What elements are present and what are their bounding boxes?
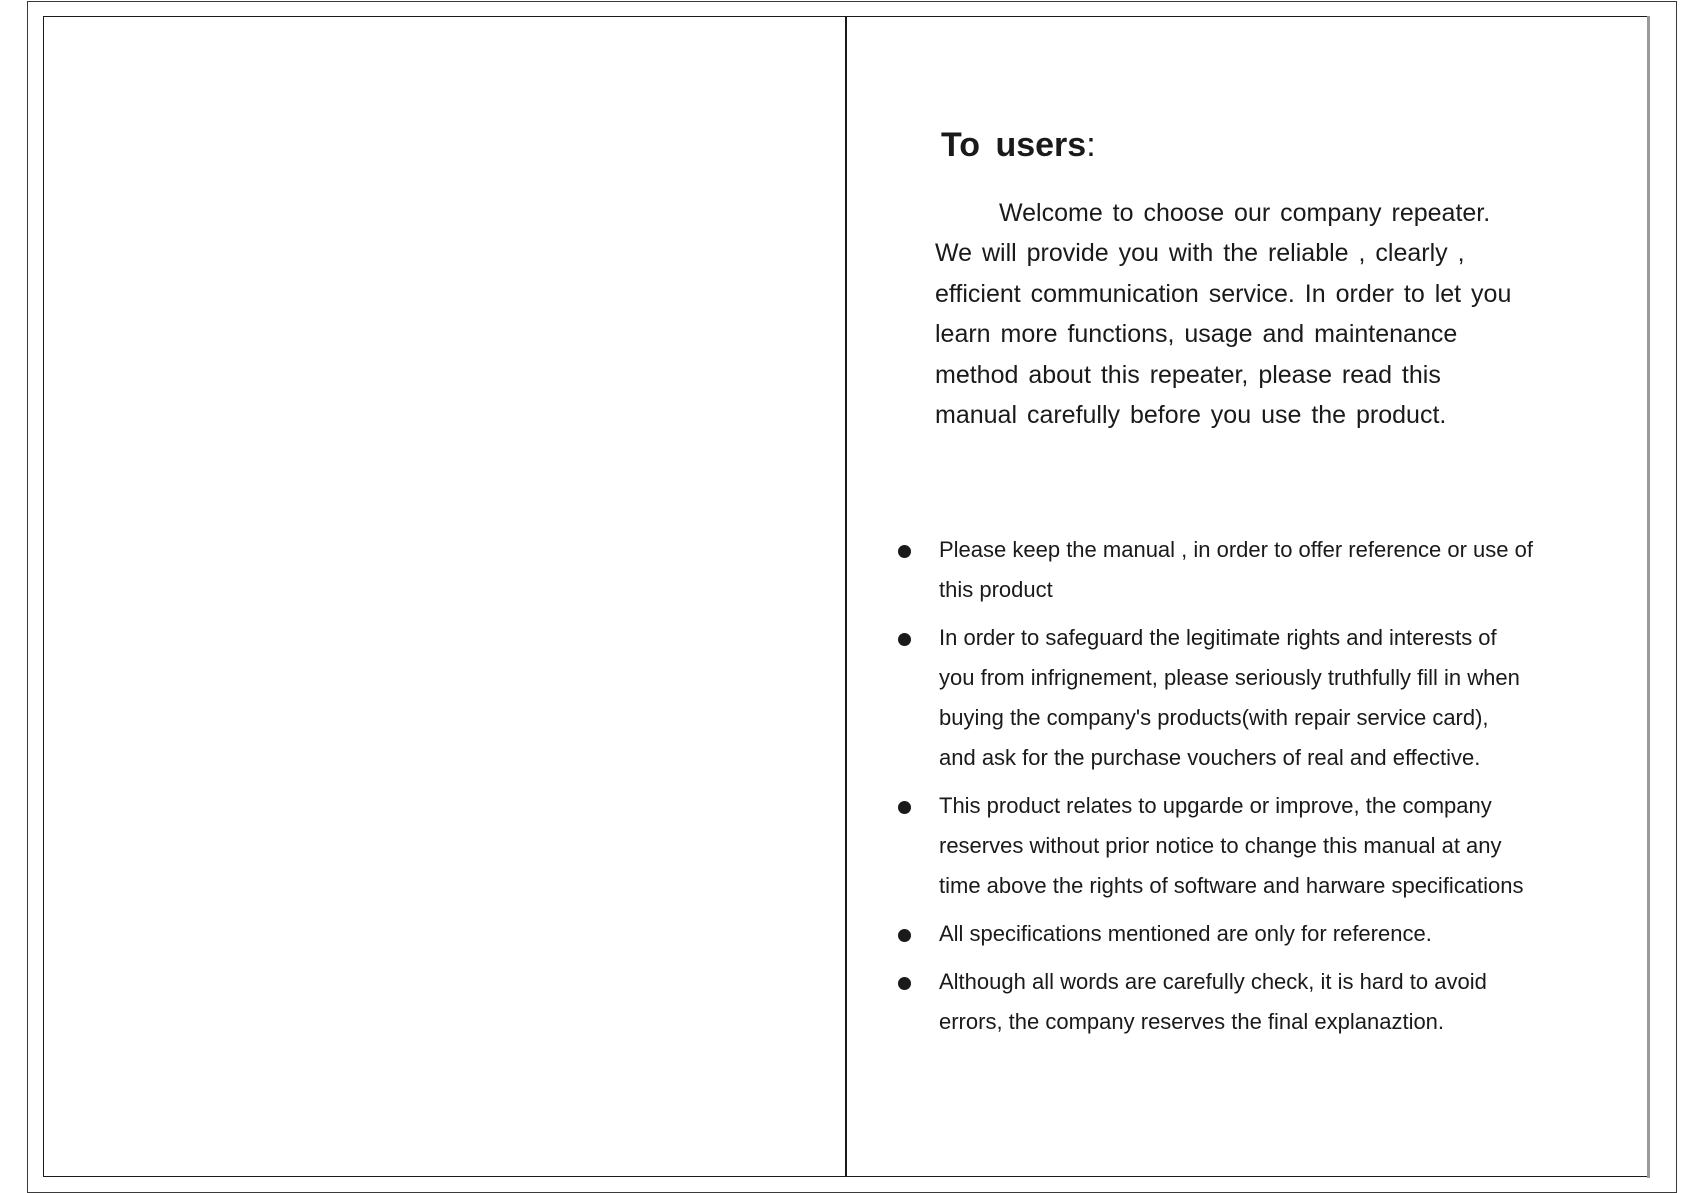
page-title xyxy=(941,125,1096,165)
notice-line: reserves without prior notice to change this manual at any xyxy=(939,833,1502,858)
notice-item-keep-manual xyxy=(897,530,1637,610)
notice-item-specifications xyxy=(897,914,1637,954)
right-edge-shadow xyxy=(1647,16,1650,1178)
bullet-icon xyxy=(898,801,911,814)
bullet-icon xyxy=(898,633,911,646)
notice-line: In order to safeguard the legitimate rights and interests of xyxy=(939,625,1497,650)
intro-paragraph xyxy=(935,193,1635,435)
notice-line: this product xyxy=(939,577,1053,602)
notice-item-upgrade xyxy=(897,786,1637,906)
bullet-icon xyxy=(898,977,911,990)
notice-line: time above the rights of software and harware specifications xyxy=(939,873,1524,898)
notice-line: buying the company's products(with repair service card), xyxy=(939,705,1489,730)
page-title-colon: : xyxy=(1086,126,1096,164)
intro-line: efficient communication service. In order to let you xyxy=(935,279,1512,308)
notice-line: This product relates to upgarde or improve, the company xyxy=(939,793,1492,818)
intro-line: Welcome to choose our company repeater. xyxy=(999,199,1491,227)
intro-line: We will provide you with the reliable , clearly , xyxy=(935,239,1465,268)
notice-list xyxy=(897,530,1637,1050)
intro-line: method about this repeater, please read this xyxy=(935,360,1441,389)
left-page-blank xyxy=(44,17,844,1175)
notice-item-errors xyxy=(897,962,1637,1042)
page-title-text: To users xyxy=(941,126,1087,164)
notice-line: errors, the company reserves the final explanaztion. xyxy=(939,1009,1445,1034)
notice-line: Please keep the manual , in order to offer reference or use of xyxy=(939,537,1533,562)
notice-line: Although all words are carefully check, it is hard to avoid xyxy=(939,969,1487,994)
intro-line: manual carefully before you use the product. xyxy=(935,400,1447,429)
notice-item-rights xyxy=(897,618,1637,778)
intro-line: learn more functions, usage and maintenance xyxy=(935,320,1458,349)
notice-line: All specifications mentioned are only for reference. xyxy=(939,921,1432,946)
bullet-icon xyxy=(898,929,911,942)
notice-line: you from infrignement, please seriously truthfully fill in when xyxy=(939,665,1520,690)
notice-line: and ask for the purchase vouchers of real and effective. xyxy=(939,745,1481,770)
right-page xyxy=(847,17,1647,1175)
bullet-icon xyxy=(898,545,911,558)
